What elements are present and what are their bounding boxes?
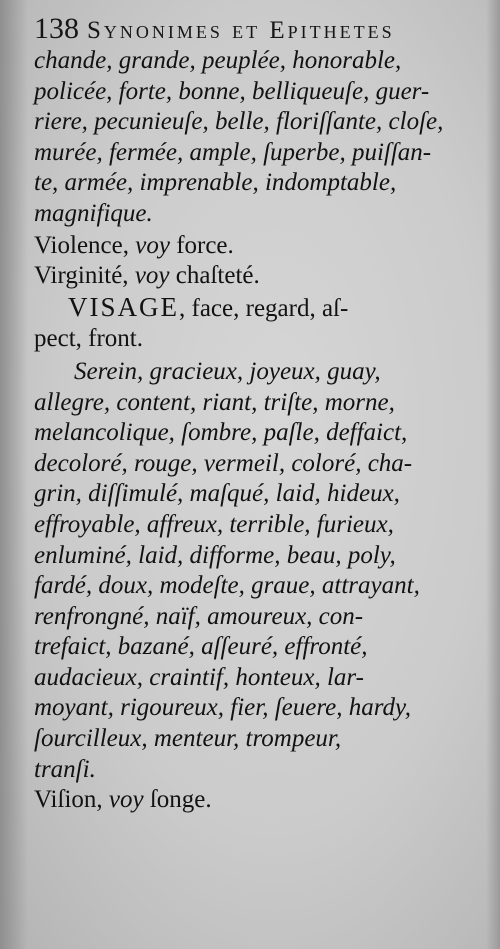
text-line: decoloré, rouge, vermeil, coloré, cha- [34, 449, 413, 477]
synonyms: , face, regard, aſ- [179, 294, 349, 322]
entry-virginite [34, 261, 464, 292]
cross-reference: force. [176, 231, 234, 259]
entry-headword: VISAGE [68, 291, 179, 322]
text-line: trefaict, bazané, aſſeuré, effronté, [34, 633, 368, 661]
voy-reference: voy [108, 786, 144, 814]
entry-headword: Viſion, [34, 786, 103, 814]
entry-headword: Virginité, [34, 262, 129, 290]
entry-headword: Violence, [34, 231, 129, 259]
text-line: murée, fermée, ample, ſuperbe, puiſſan- [34, 138, 432, 166]
entry-violence [34, 231, 464, 262]
text-line: enluminé, laid, difforme, beau, poly, [34, 541, 396, 569]
text-line: pect, front. [34, 325, 143, 353]
text-line: audacieux, craintif, honteux, lar- [34, 663, 364, 691]
visage-head-line [34, 292, 464, 325]
text-line: renfrongné, naïf, amoureux, con- [34, 602, 364, 630]
text-line: chande, grande, peuplée, honorable, [34, 47, 402, 74]
text-line: ſourcilleux, menteur, trompeur, [34, 725, 342, 753]
voy-reference: voy [135, 231, 170, 259]
cross-reference: ſonge. [149, 786, 212, 814]
page-number: 138 [34, 12, 79, 45]
text-line: policée, forte, bonne, belliqueuſe, guer- [34, 77, 430, 105]
page-header [34, 12, 395, 46]
entry-visage [34, 292, 464, 786]
text-line: te, armée, imprenable, indomptable, [34, 169, 397, 197]
text-line: magnifique. [34, 199, 153, 227]
text-line: tranſi. [34, 755, 96, 783]
entry-ville-continuation [34, 46, 464, 230]
running-title: Synonimes et Epithetes [87, 17, 395, 44]
cross-reference: chaſteté. [175, 262, 260, 290]
entry-vision [34, 785, 464, 816]
text-line: riere, pecunieuſe, belle, floriſſante, cloſe, [34, 108, 444, 136]
text-line: moyant, rigoureux, fier, ſeuere, hardy, [34, 694, 412, 722]
text-line: melancolique, ſombre, paſle, deffaict, [34, 419, 408, 447]
text-line: fardé, doux, modeſte, graue, attrayant, [34, 572, 420, 600]
voy-reference: voy [134, 262, 170, 290]
page-text [34, 46, 464, 816]
text-line: allegre, content, riant, triſte, morne, [34, 388, 395, 416]
text-line: Serein, gracieux, joyeux, guay, [74, 357, 381, 385]
text-line: effroyable, affreux, terrible, furieux, [34, 510, 394, 538]
text-line: grin, diſſimulé, maſqué, laid, hideux, [34, 480, 400, 508]
